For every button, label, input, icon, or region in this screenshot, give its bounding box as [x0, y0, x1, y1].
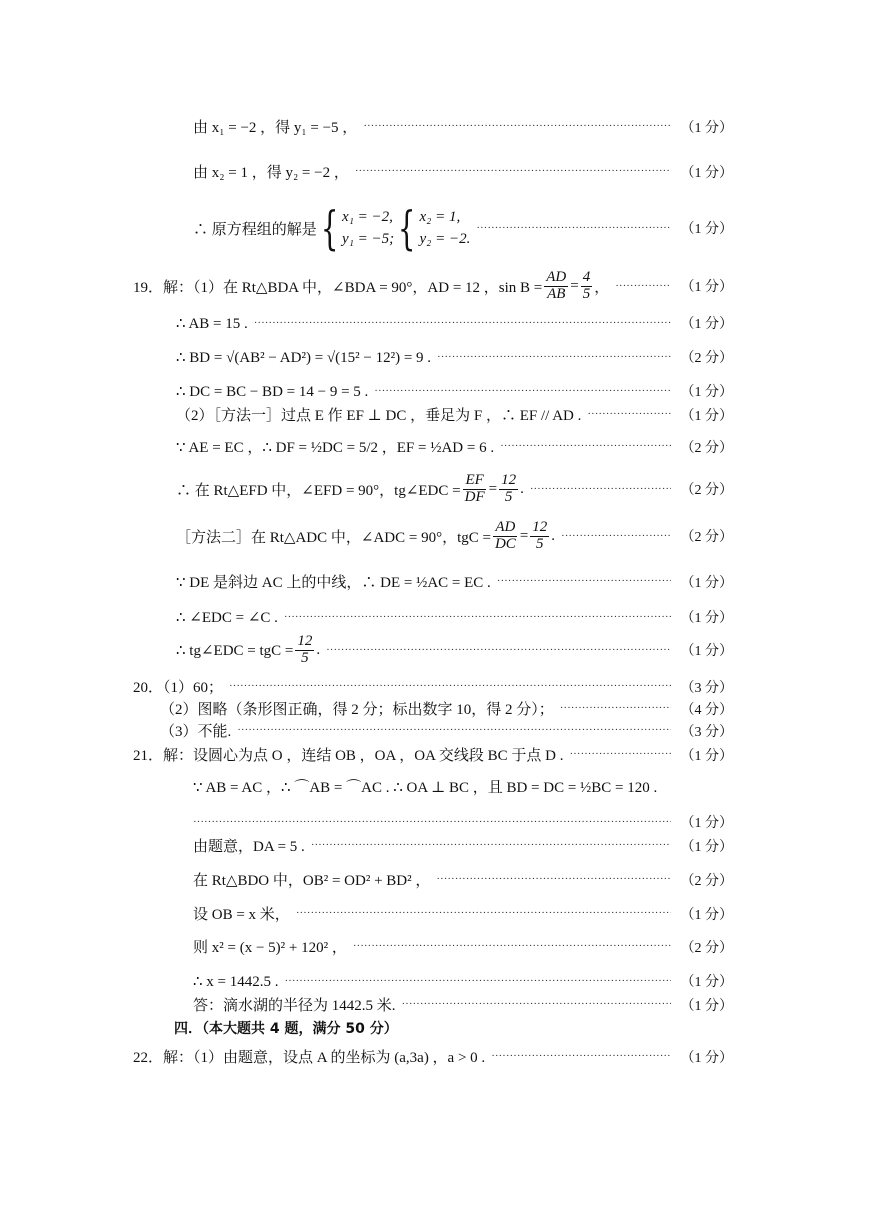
score-label: （3 分）	[680, 680, 733, 696]
score-label: （1 分）	[680, 408, 733, 424]
line-text: （2）图略（条形图正确，得 2 分；标出数字 10，得 2 分）；	[160, 702, 554, 718]
fraction	[493, 520, 518, 553]
solution-line-10: ∴ 在 Rt△EFD 中，∠EFD = 90°，tg∠EDC = $\frac{EF}{DF}$ = $\frac{12}{5}$ . ····· （2 分）	[176, 466, 733, 512]
system-row: x₂ = 1,	[419, 208, 461, 225]
line-text: 设 OB = x 米，	[193, 907, 290, 923]
solution-line-25	[193, 971, 733, 991]
denominator: DF	[464, 488, 485, 505]
denominator: 5	[504, 488, 513, 505]
solution-line-8	[176, 404, 733, 425]
suffix: .	[551, 527, 556, 544]
solution-line-18	[133, 744, 733, 765]
line-text: 答：滴水湖的半径为 1442.5 米.	[193, 998, 396, 1014]
denominator: 5	[301, 649, 309, 666]
leader-dots	[254, 318, 671, 329]
leader-dots	[284, 612, 671, 623]
score-label: （1 分）	[680, 280, 733, 295]
solution-line-9	[176, 436, 733, 457]
score-label: （1 分）	[680, 748, 733, 764]
score-label: （1 分）	[680, 165, 733, 181]
solution-line-5	[176, 313, 733, 333]
line-text: 由 x₁ = −2 ，得 y₁ = −5 ，	[193, 120, 358, 136]
leader-dots	[491, 1051, 671, 1062]
leader-dots	[237, 725, 671, 736]
fraction	[581, 270, 593, 303]
score-label: （2 分）	[680, 873, 733, 889]
system-row: y₁ = −5;	[342, 231, 395, 247]
solution-line-23	[193, 903, 733, 924]
solution-line-4: 19．解：（1）在 Rt△BDA 中，∠BDA = 90°，AD = 12 ，sin B = $\frac{AD}{AB}$ = $\frac{4}{5}$ ， ····· （1 分）	[133, 264, 733, 308]
solution-line-19	[193, 776, 733, 797]
line-text: ∵ AB = AC ，∴ ⌒AB = ⌒AC . ∴ OA ⊥ BC ，且 BD = DC = ½BC = 120 .	[193, 780, 658, 796]
line-text: ∴ 原方程组的解是	[193, 221, 317, 238]
line-text: 在 Rt△BDO 中，OB² = OD² + BD² ，	[193, 873, 431, 889]
score-label: （2 分）	[680, 440, 733, 456]
solution-line-6	[176, 347, 733, 367]
leader-dots	[229, 681, 671, 692]
score-label: （1 分）	[680, 317, 733, 332]
score-label: （2 分）	[680, 530, 733, 545]
leader-dots	[193, 817, 671, 828]
score-label: （1 分）	[680, 839, 733, 855]
line-text: ∴ AB = 15 .	[176, 315, 248, 332]
equation-system-1: { x₁ = −2, y₁ = −5;	[320, 201, 395, 255]
leader-dots	[561, 531, 671, 542]
line-text: ∴ BD = √(AB² − AD²) = √(15² − 12²) = 9 .	[176, 349, 432, 366]
leader-dots	[497, 576, 671, 587]
leader-dots	[437, 352, 671, 363]
score-label: （1 分）	[680, 907, 733, 923]
solution-line-16	[160, 698, 733, 719]
score-label: （2 分）	[680, 940, 733, 956]
leader-dots	[311, 840, 671, 851]
line-text: 由 x₂ = 1 ，得 y₂ = −2 ，	[193, 165, 349, 181]
line-text: 20．（1）60；	[133, 680, 224, 696]
solution-line-1	[193, 116, 733, 137]
line-text: ∵ AE = EC ，∴ DF = ½DC = 5/2 ，EF = ½AD = 6 .	[176, 440, 495, 456]
leader-dots	[476, 223, 671, 234]
line-text: ［方法二］在 Rt△ADC 中，∠ADC = 90°，tgC =	[176, 529, 491, 546]
score-label: （1 分）	[680, 611, 733, 626]
score-label: （2 分）	[680, 483, 733, 498]
line-text: （2）［方法一］过点 E 作 EF ⊥ DC ，垂足为 F ，∴ EF // AD .	[176, 408, 582, 424]
system-row: y₂ = −2.	[419, 231, 471, 247]
solution-line-7	[176, 381, 733, 401]
leader-dots	[353, 941, 671, 952]
leader-dots	[560, 703, 671, 714]
leader-dots	[436, 874, 671, 885]
solution-line-27	[133, 1046, 733, 1067]
score-label: （1 分）	[680, 385, 733, 400]
fraction	[499, 473, 518, 506]
line-text: 19．解：（1）在 Rt△BDA 中，∠BDA = 90°，AD = 12 ，sin B =	[133, 279, 543, 296]
numerator: 12	[532, 518, 548, 535]
leader-dots	[296, 908, 671, 919]
solution-line-24	[193, 936, 733, 957]
leader-dots	[374, 386, 671, 397]
leader-dots	[285, 976, 671, 987]
denominator: 5	[582, 285, 591, 302]
solution-line-2	[193, 161, 733, 182]
solution-line-17	[160, 720, 733, 741]
leader-dots	[355, 166, 671, 177]
solution-line-3	[193, 203, 733, 253]
leader-dots	[363, 121, 671, 132]
score-label: （2 分）	[680, 351, 733, 366]
leader-dots	[530, 484, 671, 495]
solution-line-14	[176, 628, 733, 672]
fraction	[295, 634, 314, 667]
line-text: ∵ DE 是斜边 AC 上的中线，∴ DE = ½AC = EC .	[176, 575, 491, 591]
leader-dots	[402, 999, 671, 1010]
system-row: x₁ = −2,	[342, 208, 393, 225]
score-label: （1 分）	[680, 222, 733, 237]
denominator: DC	[494, 535, 516, 552]
line-text: 22．解：（1）由题意，设点 A 的坐标为 (a,3a) ，a > 0 .	[133, 1050, 486, 1066]
leader-dots	[615, 281, 671, 292]
line-text: ∴ 在 Rt△EFD 中，∠EFD = 90°，tg∠EDC =	[176, 482, 461, 499]
score-label: （1 分）	[680, 998, 733, 1014]
solution-line-15	[133, 676, 733, 697]
line-text: 21．解：设圆心为点 O ，连结 OB ，OA ，OA 交线段 BC 于点 D .	[133, 748, 564, 764]
leader-dots	[587, 409, 671, 420]
denominator: AB	[547, 285, 566, 302]
numerator: AD	[495, 518, 516, 535]
line-text: ∴ x = 1442.5 .	[193, 973, 279, 990]
leader-dots	[569, 749, 671, 760]
equation-system-2: { x₂ = 1, y₂ = −2.	[398, 201, 471, 255]
solution-line-22	[193, 869, 733, 890]
score-label: （3 分）	[680, 724, 733, 740]
line-text: ∴ ∠EDC = ∠C .	[176, 609, 278, 626]
denominator: 5	[536, 535, 544, 552]
numerator: 4	[582, 268, 591, 285]
solution-line-11: ［方法二］在 Rt△ADC 中，∠ADC = 90°，tgC = $\frac{AD}{DC}$ = $\frac{12}{5}$ . ····· （2 分）	[176, 513, 733, 559]
numerator: AD	[546, 268, 567, 285]
score-label: （1 分）	[680, 120, 733, 136]
fraction	[544, 270, 568, 303]
section-heading: 四．（本大题共 4 题，满分 50 分）	[174, 1021, 398, 1037]
line-text: （3）不能.	[160, 724, 232, 740]
solution-line-21	[193, 835, 733, 856]
line-text: 由题意，DA = 5 .	[193, 839, 305, 855]
leader-dots	[326, 645, 671, 656]
score-label: （1 分）	[680, 575, 733, 591]
solution-line-13	[176, 607, 733, 627]
numerator: 12	[297, 632, 313, 649]
fraction	[463, 473, 487, 506]
suffix: .	[316, 641, 321, 658]
numerator: EF	[465, 471, 484, 488]
score-label: （1 分）	[680, 1050, 733, 1066]
score-label: （1 分）	[680, 644, 733, 659]
suffix: .	[520, 480, 524, 497]
solution-line-12	[176, 571, 733, 592]
leader-dots	[500, 441, 671, 452]
score-label: （1 分）	[680, 975, 733, 990]
score-label: （1 分）	[680, 816, 733, 831]
line-text: ∴ DC = BC − BD = 14 − 9 = 5 .	[176, 383, 369, 400]
line-text: ∴ tg∠EDC = tgC =	[176, 642, 294, 659]
solution-line-20	[193, 812, 733, 832]
suffix: ，	[594, 279, 610, 296]
solution-line-26	[193, 994, 733, 1015]
fraction	[530, 520, 549, 553]
score-label: （4 分）	[680, 702, 733, 718]
line-text: 则 x² = (x − 5)² + 120² ，	[193, 940, 347, 956]
numerator: 12	[501, 471, 517, 488]
